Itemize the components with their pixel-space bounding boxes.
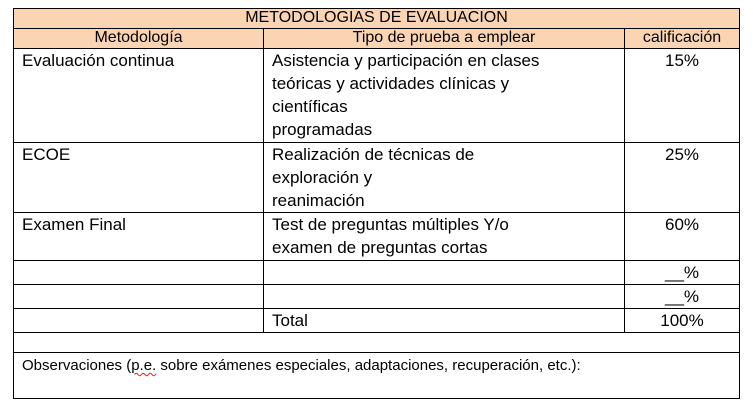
- test-type-cell: [264, 213, 625, 261]
- method-cell: [14, 285, 264, 309]
- method-cell: Examen Final: [14, 213, 264, 261]
- total-empty-cell: [14, 309, 264, 333]
- method-cell: [14, 261, 264, 285]
- header-test-type: Tipo de prueba a emplear: [264, 29, 625, 49]
- evaluation-methods-table: [13, 8, 740, 399]
- table-row: [14, 213, 740, 261]
- observations-prefix: Observaciones (: [22, 357, 132, 374]
- test-line: científicas: [272, 97, 348, 116]
- test-line: teóricas y actividades clínicas y: [272, 74, 510, 93]
- method-cell: ECOE: [14, 143, 264, 213]
- header-method: Metodología: [14, 29, 264, 49]
- grade-cell: 15%: [625, 49, 740, 143]
- test-line: reanimación: [272, 191, 365, 210]
- test-type-cell: [264, 285, 625, 309]
- test-line: exploración y: [272, 168, 373, 187]
- method-cell: Evaluación continua: [14, 49, 264, 143]
- header-grade: calificación: [625, 29, 740, 49]
- table-row: [14, 261, 740, 285]
- grade-cell: 25%: [625, 143, 740, 213]
- total-label: Total: [264, 309, 625, 333]
- observations-row: [14, 353, 740, 399]
- column-header-row: [14, 29, 740, 49]
- spacer-row: [14, 333, 740, 353]
- test-type-cell: [264, 261, 625, 285]
- test-line: programadas: [272, 120, 373, 139]
- total-row: [14, 309, 740, 333]
- test-line: Realización de técnicas de: [272, 145, 475, 164]
- grade-cell: 60%: [625, 213, 740, 261]
- test-line: Asistencia y participación en clases: [272, 51, 540, 70]
- table-row: [14, 143, 740, 213]
- table-title-row: [14, 9, 740, 29]
- grade-cell: __%: [625, 261, 740, 285]
- observations-abbrev: p.e.: [131, 357, 157, 374]
- spacer-cell: [14, 333, 740, 353]
- test-line: Test de preguntas múltiples Y/o: [272, 215, 509, 234]
- table-row: [14, 49, 740, 143]
- table-title: METODOLOGIAS DE EVALUACION: [14, 9, 740, 29]
- total-grade: 100%: [625, 309, 740, 333]
- test-type-cell: [264, 143, 625, 213]
- grade-cell: __%: [625, 285, 740, 309]
- test-line: examen de preguntas cortas: [272, 238, 488, 257]
- observations-suffix: sobre exámenes especiales, adaptaciones, recuperación, etc.):: [156, 357, 581, 374]
- test-type-cell: [264, 49, 625, 143]
- table-row: [14, 285, 740, 309]
- observations-cell: [14, 353, 740, 399]
